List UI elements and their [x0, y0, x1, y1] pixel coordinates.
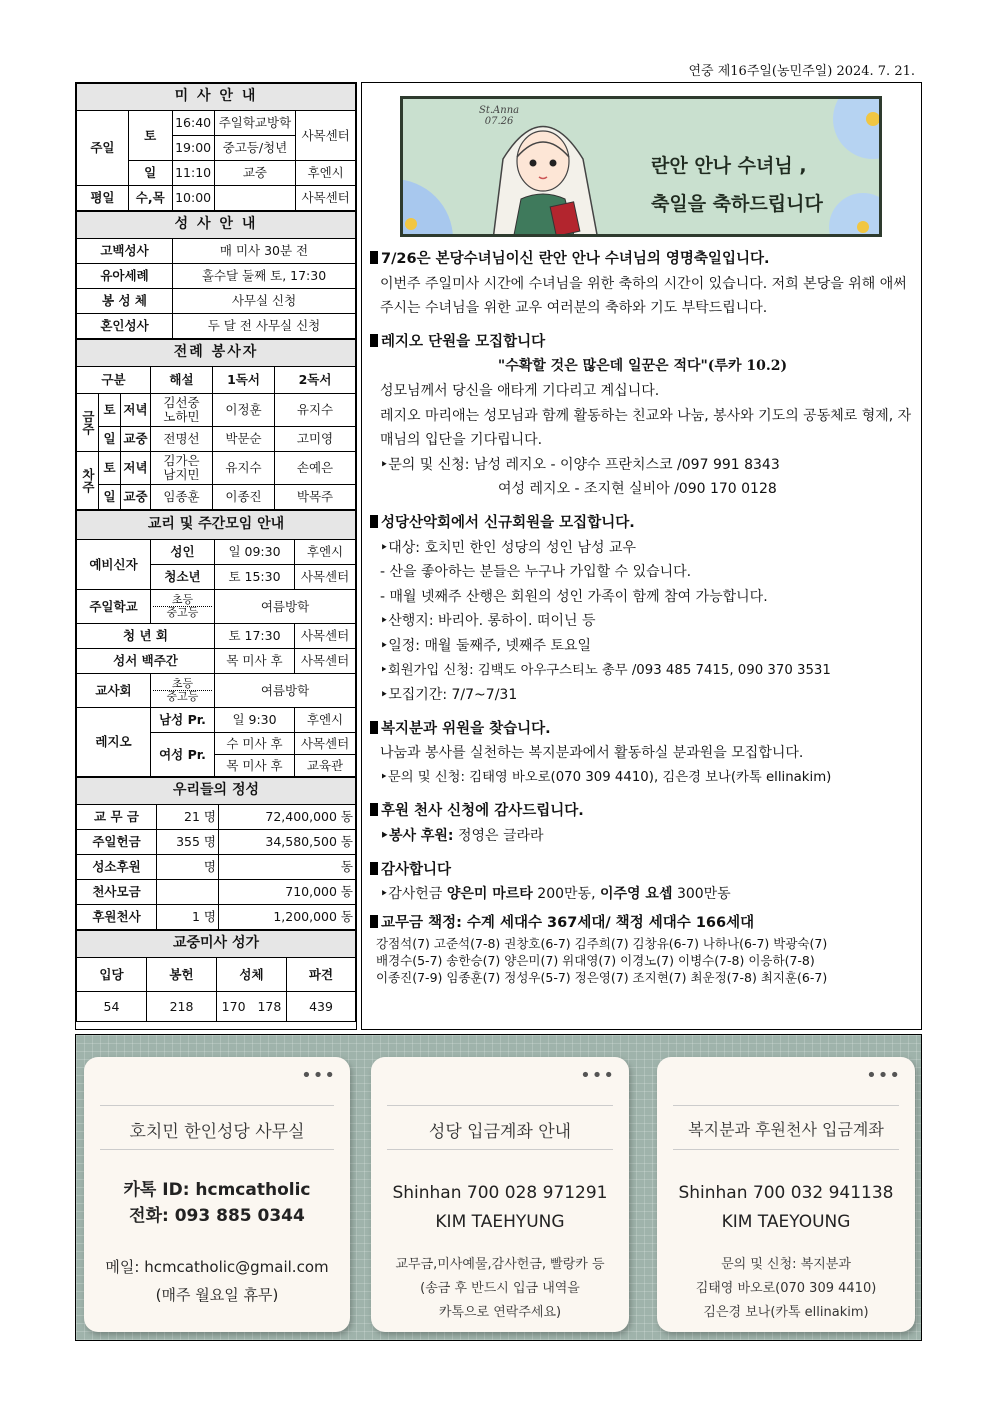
card-line: 카톡 ID: hcmcatholic — [123, 1180, 311, 1200]
hymn-table — [76, 930, 356, 1022]
sacrament-label: 고백성사 — [77, 239, 173, 264]
feast-banner — [400, 96, 882, 237]
hymn-title: 교중미사 성가 — [77, 931, 356, 958]
catechumen-label: 예비신자 — [77, 540, 151, 590]
main-mass-label: 교중 — [121, 427, 151, 452]
donation-amount: 200만동, — [537, 886, 596, 903]
youth-group-place: 사목센터 — [295, 624, 356, 649]
date-line: 연중 제16주일(농민주일) 2024. 7. 21. — [688, 64, 915, 79]
more-icon: ••• — [301, 1065, 336, 1086]
female-label: 여성 Pr. — [151, 733, 215, 777]
notice-line: 성모님께서 당신을 애타게 기다리고 계십니다. — [380, 382, 660, 399]
liturgy-header: 해설 — [151, 367, 213, 394]
mass-desc: 중고등/청년 — [214, 136, 296, 161]
reader-1: 이정훈 — [213, 394, 275, 427]
bible-label: 성서 백주간 — [77, 649, 215, 674]
elem-label: 초등 — [153, 594, 212, 607]
sat-label: 토 — [99, 394, 121, 427]
weekday-label: 평일 — [77, 186, 129, 211]
notice-title-text: 감사합니다 — [381, 861, 452, 878]
mid-high-label: 중고등 — [166, 606, 199, 619]
notice-line — [370, 882, 915, 907]
notice-line: 레지오 마리애는 성모님과 함께 활동하는 친교와 나눔, 봉사와 기도의 공동체로 형제, 자매님의 입단을 기다립니다. — [380, 407, 912, 449]
offering-label: 후원천사 — [77, 905, 157, 930]
offering-count: 355 명 — [157, 830, 219, 855]
female-place: 교육관 — [295, 755, 356, 777]
female-time: 목 미사 후 — [215, 755, 295, 777]
teacher-levels — [151, 674, 215, 708]
sunday-label: 주일 — [77, 111, 129, 186]
name-line: 배경수(5-7) 송한승(7) 양은미(7) 위대영(7) 이경노(7) 이병수(7-8) 이응하(7-8) — [376, 953, 815, 969]
notice-line — [370, 824, 915, 849]
mass-desc: 주일학교방학 — [214, 111, 296, 136]
card-account — [371, 1179, 629, 1237]
donation-amount: 300만동 — [676, 886, 731, 903]
mass-place: 사목센터 — [296, 111, 356, 161]
reader-1: 유지수 — [213, 452, 275, 485]
card-line: 김태영 바오로(070 309 4410) — [695, 1281, 877, 1296]
this-week-label: 금주 — [77, 394, 99, 452]
male-place: 후엔시 — [295, 708, 356, 733]
card-line: (매주 월요일 휴무) — [155, 1286, 279, 1304]
mass-desc: 교중 — [214, 161, 296, 186]
liturgy-table — [76, 339, 356, 510]
youth-group-time: 토 17:30 — [215, 624, 295, 649]
vacation-text: 여름방학 — [215, 590, 356, 624]
sun-label: 일 — [99, 485, 121, 510]
card-line: Shinhan 700 028 971291 — [392, 1183, 608, 1203]
left-column — [75, 82, 357, 1030]
square-bullet-icon — [370, 803, 378, 816]
elem-label: 초등 — [153, 678, 212, 691]
liturgy-header: 구분 — [77, 367, 151, 394]
banner-text — [651, 147, 823, 223]
card-extra — [84, 1253, 350, 1309]
card-line: 메일: hcmcatholic@gmail.com — [105, 1258, 329, 1276]
reader-2: 박목주 — [275, 485, 356, 510]
notice-title — [370, 247, 915, 272]
offering-amount: 1,200,000 동 — [219, 905, 356, 930]
sun-label: 일 — [128, 161, 172, 186]
reader-1: 이종진 — [213, 485, 275, 510]
card-line: 문의 및 신청: 복지분과 — [721, 1257, 851, 1272]
offering-count — [157, 880, 219, 905]
more-icon: ••• — [580, 1065, 615, 1086]
offering-amount: 710,000 동 — [219, 880, 356, 905]
notices — [370, 247, 915, 986]
notice-title-text: 성당산악회에서 신규회원을 모집합니다. — [381, 514, 635, 531]
school-levels — [151, 590, 215, 624]
notice-line: 여성 레지오 - 조지현 실비아 /090 170 0128 — [498, 481, 777, 498]
bible-time: 목 미사 후 — [215, 649, 295, 674]
hymn-header: 성체 — [217, 958, 287, 992]
sacrament-label: 유아세례 — [77, 264, 173, 289]
sacrament-value: 사무실 신청 — [173, 289, 356, 314]
mass-place: 후엔시 — [296, 161, 356, 186]
offering-count: 21 명 — [157, 805, 219, 830]
liturgy-title: 전례 봉사자 — [77, 340, 356, 367]
card-extra — [657, 1253, 915, 1325]
hymn-number: 218 — [147, 992, 217, 1022]
commentator: 김선중 노하민 — [151, 394, 213, 427]
notice-line: ‣일정: 매월 둘째주, 넷째주 토요일 — [380, 637, 592, 654]
catechism-table — [76, 510, 356, 777]
right-column — [361, 82, 922, 1030]
sacrament-value: 매 미사 30분 전 — [173, 239, 356, 264]
name-line: 이종진(7-9) 임종훈(7) 정성우(5-7) 정은영(7) 조지현(7) 최운정(7-8) 최지훈(6-7) — [376, 970, 828, 986]
thanks-label: ‣감사헌금 — [380, 886, 443, 903]
name-line: 강점석(7) 고준석(7-8) 권창호(6-7) 김주희(7) 김창유(6-7) 나하나(6-7) 박광숙(7) — [376, 936, 828, 952]
youth-label: 청소년 — [151, 565, 215, 590]
notice-title-text: 교무금 책정: 수계 세대수 367세대/ 책정 세대수 166세대 — [381, 914, 755, 931]
commentator: 전명선 — [151, 427, 213, 452]
notice-line: ‣모집기간: 7/7~7/31 — [380, 687, 518, 704]
offering-table — [76, 777, 356, 930]
square-bullet-icon — [370, 251, 378, 264]
sun-label: 일 — [99, 427, 121, 452]
liturgy-header: 2독서 — [275, 367, 356, 394]
sat-label: 토 — [99, 452, 121, 485]
hymn-number: 439 — [287, 992, 356, 1022]
card-account — [657, 1179, 915, 1237]
sponsor-name: 정영은 글라라 — [457, 828, 544, 845]
notice-title-text: 복지분과 위원을 찾습니다. — [381, 720, 551, 737]
notice-line: - 매월 넷째주 산행은 회원의 성인 가족이 함께 참여 가능합니다. — [380, 588, 768, 605]
vacation-text: 여름방학 — [215, 674, 356, 708]
church-account-card — [371, 1057, 629, 1332]
sacrament-value: 홀수달 둘째 토, 17:30 — [173, 264, 356, 289]
sat-label: 토 — [128, 111, 172, 161]
hymn-header: 봉헌 — [147, 958, 217, 992]
card-line: 교무금,미사예물,감사헌금, 빨랑카 등 — [395, 1257, 605, 1272]
notice-line: ‣대상: 호치민 한인 성당의 성인 남성 교우 — [380, 539, 637, 556]
offering-amount: 동 — [219, 855, 356, 880]
card-line: 카톡으로 연락주세요) — [438, 1305, 562, 1320]
evening-label: 저녁 — [121, 452, 151, 485]
notice-line: 나눔과 봉사를 실천하는 복지분과에서 활동하실 분과원을 모집합니다. — [380, 745, 804, 762]
mass-title: 미 사 안 내 — [77, 84, 356, 111]
sacrament-title: 성 사 안 내 — [77, 212, 356, 239]
mass-time: 11:10 — [172, 161, 214, 186]
catechism-title: 교리 및 주간모임 안내 — [77, 511, 356, 540]
mass-time: 19:00 — [172, 136, 214, 161]
offering-title: 우리들의 정성 — [77, 778, 356, 805]
offering-count: 1 명 — [157, 905, 219, 930]
notice-title — [370, 330, 915, 355]
evening-label: 저녁 — [121, 394, 151, 427]
sacrament-table — [76, 211, 356, 339]
liturgy-header: 1독서 — [213, 367, 275, 394]
square-bullet-icon — [370, 915, 378, 928]
teachers-label: 교사회 — [77, 674, 151, 708]
mass-time: 16:40 — [172, 111, 214, 136]
office-card — [84, 1057, 350, 1332]
sacrament-label: 혼인성사 — [77, 314, 173, 339]
reader-2: 유지수 — [275, 394, 356, 427]
welfare-account-card — [657, 1057, 915, 1332]
card-line: (송금 후 반드시 입금 내역을 — [420, 1281, 580, 1296]
sacrament-value: 두 달 전 사무실 신청 — [173, 314, 356, 339]
notice-line: - 산을 좋아하는 분들은 누구나 가입할 수 있습니다. — [380, 564, 692, 581]
female-place: 사목센터 — [295, 733, 356, 755]
banner-tag: St.Anna 07.26 — [479, 105, 520, 127]
offering-label: 천사모금 — [77, 880, 157, 905]
commentator: 김가은 남지민 — [151, 452, 213, 485]
commentator: 임종훈 — [151, 485, 213, 510]
notice-title — [370, 717, 915, 742]
offering-label: 교 무 금 — [77, 805, 157, 830]
donor-name: 양은미 마르타 — [446, 886, 533, 903]
notice-line: ‣산행지: 바리아. 롱하이. 떠이닌 등 — [380, 613, 596, 630]
card-line: Shinhan 700 032 941138 — [678, 1183, 894, 1203]
card-line: KIM TAEHYUNG — [435, 1212, 565, 1232]
adult-label: 성인 — [151, 540, 215, 565]
offering-label: 성소후원 — [77, 855, 157, 880]
legio-label: 레지오 — [77, 708, 151, 777]
card-contact — [84, 1177, 350, 1229]
reader-2: 고미영 — [275, 427, 356, 452]
square-bullet-icon — [370, 334, 378, 347]
offering-count: 명 — [157, 855, 219, 880]
bible-place: 사목센터 — [295, 649, 356, 674]
adult-place: 후엔시 — [295, 540, 356, 565]
card-title: 복지분과 후원천사 입금계좌 — [688, 1120, 884, 1139]
info-cards-panel — [75, 1034, 922, 1341]
hymn-header: 입당 — [77, 958, 147, 992]
card-title: 성당 입금계좌 안내 — [428, 1122, 572, 1142]
mass-place: 사목센터 — [296, 186, 356, 211]
hymn-number: 54 — [77, 992, 147, 1022]
card-title: 호치민 한인성당 사무실 — [129, 1122, 305, 1142]
mass-desc — [214, 186, 296, 211]
notice-line: ‣문의 및 신청: 김태영 바오로(070 309 4410), 김은경 보나(카톡 ellinakim) — [380, 769, 832, 785]
youth-place: 사목센터 — [295, 565, 356, 590]
male-time: 일 9:30 — [215, 708, 295, 733]
square-bullet-icon — [370, 721, 378, 734]
sunday-school-label: 주일학교 — [77, 590, 151, 624]
notice-title-text: 7/26은 본당수녀님이신 란안 안나 수녀님의 영명축일입니다. — [381, 251, 770, 267]
notice-title-text: 후원 천사 신청에 감사드립니다. — [381, 803, 584, 820]
square-bullet-icon — [370, 862, 378, 875]
offering-amount: 34,580,500 동 — [219, 830, 356, 855]
banner-line-2: 축일을 축하드립니다 — [651, 193, 823, 215]
notice-line: ‣회원가입 신청: 김백도 아우구스티노 총무 /093 485 7415, 090 370 3531 — [380, 662, 831, 678]
male-label: 남성 Pr. — [151, 708, 215, 733]
youth-time: 토 15:30 — [215, 565, 295, 590]
offering-amount: 72,400,000 동 — [219, 805, 356, 830]
card-line: 김은경 보나(카톡 ellinakim) — [703, 1305, 869, 1320]
notice-title — [370, 858, 915, 883]
hymn-number: 170 178 — [217, 992, 287, 1022]
female-time: 수 미사 후 — [215, 733, 295, 755]
reader-2: 손예은 — [275, 452, 356, 485]
square-bullet-icon — [370, 515, 378, 528]
reader-1: 박문순 — [213, 427, 275, 452]
next-week-label: 차주 — [77, 452, 99, 510]
notice-title — [370, 799, 915, 824]
mass-table — [76, 83, 356, 211]
sacrament-label: 봉 성 체 — [77, 289, 173, 314]
hymn-header: 파견 — [287, 958, 356, 992]
notice-title — [370, 911, 915, 936]
mid-high-label: 중고등 — [166, 690, 199, 703]
card-extra — [371, 1253, 629, 1325]
sponsor-label: ‣봉사 후원: — [380, 828, 454, 845]
offering-label: 주일헌금 — [77, 830, 157, 855]
main-mass-label: 교중 — [121, 485, 151, 510]
more-icon: ••• — [866, 1065, 901, 1086]
notice-body: 이번주 주일미사 시간에 수녀님을 위한 축하의 시간이 있습니다. 저희 본당을 위해 애써주시는 수녀님을 위한 교우 여러분의 축하와 기도 부탁드립니다. — [380, 275, 907, 317]
notice-title-text: 레지오 단원을 모집합니다 — [381, 333, 546, 350]
notice-title — [370, 511, 915, 536]
youth-group-label: 청 년 회 — [77, 624, 215, 649]
notice-line: ‣문의 및 신청: 남성 레지오 - 이양수 프란치스코 /097 991 8343 — [380, 456, 780, 473]
wed-thu-label: 수,목 — [128, 186, 172, 211]
banner-line-1: 란안 안나 수녀님 , — [651, 155, 807, 177]
card-line: KIM TAEYOUNG — [721, 1212, 851, 1232]
bible-quote: "수확할 것은 많은데 일꾼은 적다"(루카 10.2) — [497, 358, 788, 375]
adult-time: 일 09:30 — [215, 540, 295, 565]
donor-name: 이주영 요셉 — [599, 886, 673, 903]
mass-time: 10:00 — [172, 186, 214, 211]
card-line: 전화: 093 885 0344 — [129, 1206, 305, 1226]
